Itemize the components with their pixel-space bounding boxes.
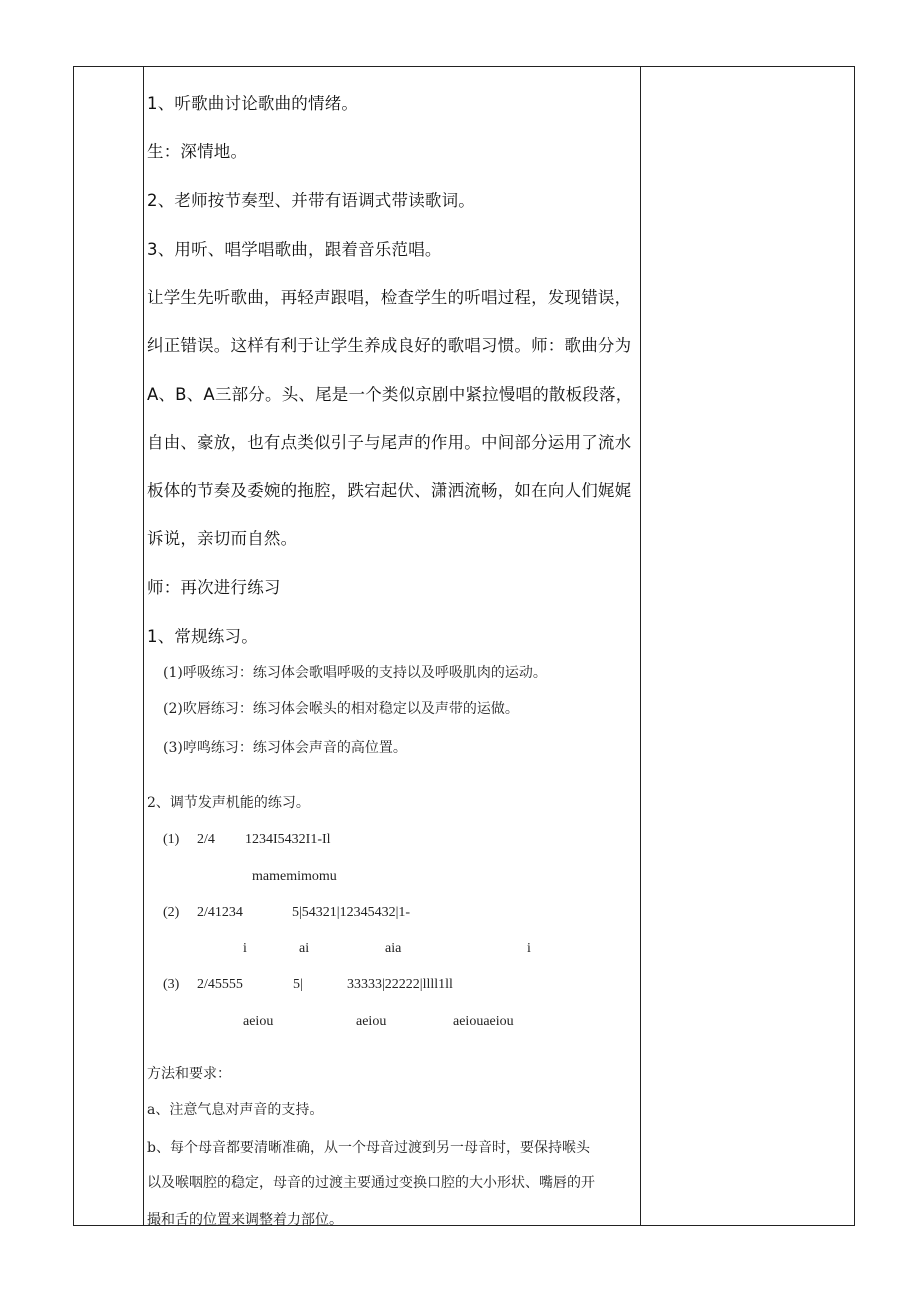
drill-2-number: (2) xyxy=(163,905,180,920)
drill-3-lyric: aeiouaeiou xyxy=(453,1014,514,1029)
exercise-breathing: (1)呼吸练习：练习体会歌唱呼吸的支持以及呼吸肌肉的运动。 xyxy=(163,665,547,681)
paragraph-line: 纠正错误。这样有利于让学生养成良好的歌唱习惯。师：歌曲分为 xyxy=(147,336,632,355)
drill-3-number: (3) xyxy=(163,977,180,992)
paragraph-line: 板体的节奏及委婉的拖腔，跌宕起伏、潇洒流畅，如在向人们娓娓 xyxy=(147,481,632,500)
requirements-title: 方法和要求： xyxy=(147,1066,231,1082)
drill-1-number: (1) xyxy=(163,832,180,847)
drill-2-meter: 2/41234 xyxy=(197,905,243,920)
drill-2-lyric: i xyxy=(243,941,247,956)
paragraph-line: 自由、豪放，也有点类似引子与尾声的作用。中间部分运用了流水 xyxy=(147,433,632,452)
section-heading-vocal: 2、调节发声机能的练习。 xyxy=(147,795,310,811)
requirement-b-cont: 以及喉咽腔的稳定，母音的过渡主要通过变换口腔的大小形状、嘴唇的开 xyxy=(147,1175,595,1191)
drill-3-notes: 33333|22222|llll1ll xyxy=(347,977,453,992)
drill-1-meter: 2/4 xyxy=(197,832,215,847)
drill-3-lyric: aeiou xyxy=(356,1014,387,1029)
exercise-lip-trill: (2)吹唇练习：练习体会喉头的相对稳定以及声带的运做。 xyxy=(163,701,519,717)
drill-1-notes: 1234I5432I1-Il xyxy=(245,832,331,847)
drill-2-notes: 5|54321|12345432|1- xyxy=(292,905,411,920)
paragraph-line: 诉说，亲切而自然。 xyxy=(147,529,298,548)
drill-1-lyrics: mamemimomu xyxy=(252,869,337,884)
drill-3-lyric: aeiou xyxy=(243,1014,274,1029)
paragraph-line: 让学生先听歌曲，再轻声跟唱，检查学生的听唱过程，发现错误， xyxy=(147,288,632,307)
requirement-a: a、注意气息对声音的支持。 xyxy=(147,1102,324,1118)
step-listen-discuss: 1、听歌曲讨论歌曲的情绪。 xyxy=(147,94,359,113)
paragraph-line: A、B、A三部分。头、尾是一个类似京剧中紧拉慢唱的散板段落， xyxy=(147,385,633,404)
step-learn-sing: 3、用听、唱学唱歌曲，跟着音乐范唱。 xyxy=(147,240,442,259)
exercise-humming: (3)哼鸣练习：练习体会声音的高位置。 xyxy=(163,740,407,756)
column-divider-left xyxy=(143,67,144,1225)
requirement-b: b、每个母音都要清晰准确，从一个母音过渡到另一母音时，要保持喉头 xyxy=(147,1140,590,1156)
column-divider-right xyxy=(640,67,641,1225)
drill-3-meter: 2/45555 xyxy=(197,977,243,992)
teacher-instruction: 师：再次进行练习 xyxy=(147,578,281,597)
drill-2-lyric: ai xyxy=(299,941,310,956)
drill-2-lyric: i xyxy=(527,941,531,956)
student-response: 生：深情地。 xyxy=(147,142,248,161)
drill-3-notes: 5| xyxy=(293,977,303,992)
step-teacher-read: 2、老师按节奏型、并带有语调式带读歌词。 xyxy=(147,191,475,210)
drill-2-lyric: aia xyxy=(385,941,402,956)
requirement-b-cont: 撮和舌的位置来调整着力部位。 xyxy=(147,1212,343,1228)
section-heading-routine: 1、常规练习。 xyxy=(147,627,258,646)
